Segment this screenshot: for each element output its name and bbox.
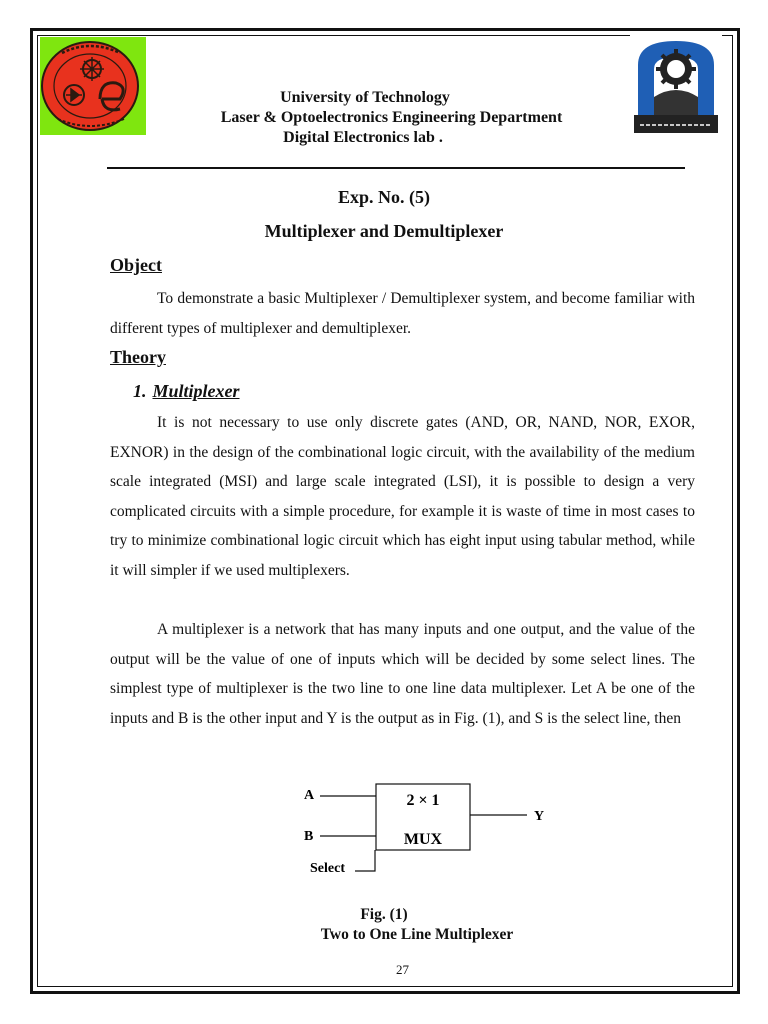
object-paragraph: To demonstrate a basic Multiplexer / Demultiplexer system, and become familiar with different types of multiplexer and demultiplexer. <box>110 290 695 337</box>
theory-paragraph-2: A multiplexer is a network that has many inputs and one output, and the value of the output will be the value of one of inputs which will be decided by some select lines. The simplest type of multiplexer is the two line to one line data multiplexer. Let A be one of the inputs and B is the other input and Y is the output as in Fig. (1), and S is the select line, then <box>110 621 695 727</box>
experiment-number: Exp. No. (5) <box>337 187 430 207</box>
experiment-title: Multiplexer and Demultiplexer <box>264 221 504 241</box>
university-name: University of Technology <box>280 89 450 106</box>
mux-diagram <box>295 778 555 882</box>
page-number: 27 <box>396 962 409 977</box>
output-label: Y <box>534 809 545 824</box>
department-name: Laser & Optoelectronics Engineering Department <box>220 109 563 126</box>
subsection-number: 1. <box>133 381 147 401</box>
input-a-label: A <box>304 788 315 803</box>
header-divider <box>107 167 685 169</box>
select-line <box>355 850 375 871</box>
subsection-title: Multiplexer <box>152 381 240 401</box>
input-b-label: B <box>304 829 314 844</box>
multiplexer-subheading <box>133 381 240 402</box>
figure-caption-number: Fig. (1) <box>360 906 408 923</box>
select-label: Select <box>310 861 345 876</box>
figure-caption-title: Two to One Line Multiplexer <box>320 926 514 943</box>
lab-name: Digital Electronics lab . <box>283 129 443 146</box>
mux-label: MUX <box>403 831 443 848</box>
mux-size-label: 2 × 1 <box>406 792 440 809</box>
theory-heading: Theory <box>110 347 166 367</box>
theory-paragraph-1: It is not necessary to use only discrete gates (AND, OR, NAND, NOR, EXOR, EXNOR) in the design of the combinational logic circuit, with the availability of the medium scale integrated (MSI) and large scale integrated (LSI), it is possible to design a very complicated circuits with a simple procedure, for example it is waste of time in most cases to try to minimize combinational logic circuit which has eight input using tabular method, while it will simpler if we used multiplexers. <box>110 414 695 579</box>
object-heading: Object <box>110 255 162 275</box>
